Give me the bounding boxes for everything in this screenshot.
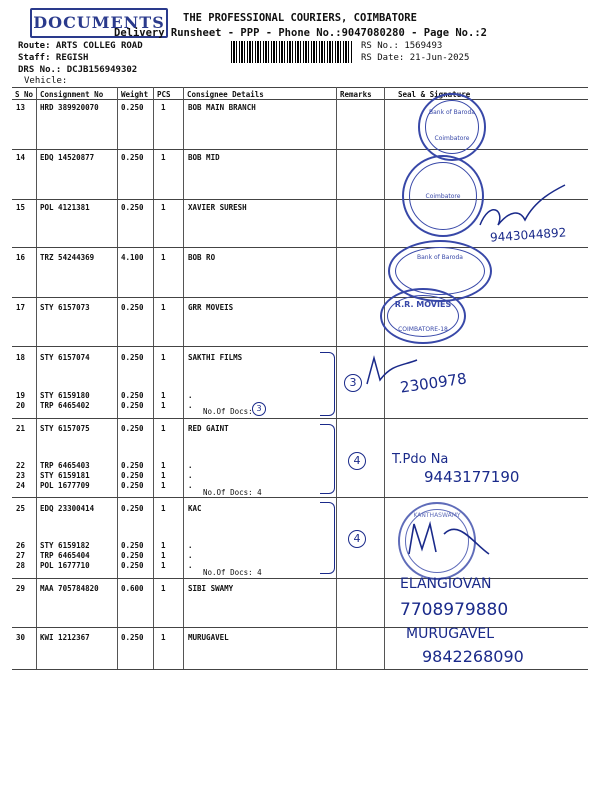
row-sno: 22: [16, 461, 26, 470]
row-sno: 23: [16, 471, 26, 480]
row-consignment: EDQ 14520877: [40, 153, 95, 162]
col-divider: [336, 87, 337, 669]
row-pcs: 1: [161, 584, 166, 593]
row-pcs: 1: [161, 391, 166, 400]
docs-count-circled: 3: [252, 402, 266, 416]
row-details: BOB RO: [188, 253, 216, 262]
row-sno: 21: [16, 424, 26, 433]
row-details: BOB MID: [188, 153, 220, 162]
row-sno: 18: [16, 353, 26, 362]
row-rule: [12, 418, 588, 419]
row-sno: 28: [16, 561, 26, 570]
row-sno: 25: [16, 504, 26, 513]
group-brace: [320, 352, 335, 416]
row-pcs: 1: [161, 303, 166, 312]
handwritten-phone: 9443044892: [489, 225, 567, 245]
row-pcs: 1: [161, 203, 166, 212]
documents-stamp-text: DOCUMENTS: [33, 13, 165, 32]
bank-seal: [418, 93, 486, 161]
row-weight: 0.250: [121, 461, 144, 470]
row-sno: 19: [16, 391, 26, 400]
seal-text: Coimbatore: [434, 135, 470, 142]
row-details: .: [188, 541, 193, 550]
company-seal: [380, 288, 466, 344]
handwritten-phone: 7708979880: [400, 600, 509, 620]
row-details: GRR MOVEIS: [188, 303, 234, 312]
seal-text: R.R. MOVIES: [394, 300, 452, 309]
row-consignment: POL 1677710: [40, 561, 90, 570]
row-weight: 0.250: [121, 103, 144, 112]
row-pcs: 1: [161, 253, 166, 262]
row-weight: 4.100: [121, 253, 144, 262]
table-top-rule: [12, 87, 588, 88]
row-rule: [12, 627, 588, 628]
row-sno: 14: [16, 153, 26, 162]
row-weight: 0.250: [121, 203, 144, 212]
row-weight: 0.250: [121, 424, 144, 433]
row-sno: 24: [16, 481, 26, 490]
row-details: MURUGAVEL: [188, 633, 229, 642]
row-consignment: STY 6157075: [40, 424, 90, 433]
row-details: SAKTHI FILMS: [188, 353, 243, 362]
handwritten-name: ELANGIOVAN: [400, 576, 492, 592]
row-consignment: TRP 6465403: [40, 461, 90, 470]
row-consignment: STY 6159180: [40, 391, 90, 400]
row-weight: 0.250: [121, 391, 144, 400]
row-consignment: KWI 1212367: [40, 633, 90, 642]
handwritten-number: 2300978: [399, 369, 468, 397]
row-rule: [12, 578, 588, 579]
company-title: THE PROFESSIONAL COURIERS, COIMBATORE: [183, 12, 417, 24]
row-rule: [12, 149, 588, 150]
row-sno: 15: [16, 203, 26, 212]
row-consignment: TRP 6465404: [40, 551, 90, 560]
handwritten-phone: 9443177190: [424, 468, 520, 486]
row-details: RED GAINT: [188, 424, 229, 433]
seal-text: COIMBATORE-18: [398, 326, 448, 333]
row-consignment: POL 4121381: [40, 203, 90, 212]
row-sno: 26: [16, 541, 26, 550]
row-details: .: [188, 471, 193, 480]
row-rule: [12, 346, 588, 347]
col-header-sno: S No: [15, 90, 34, 99]
row-weight: 0.250: [121, 541, 144, 550]
row-weight: 0.250: [121, 504, 144, 513]
row-weight: 0.250: [121, 153, 144, 162]
docs-count-label: No.Of Docs:: [203, 407, 253, 416]
row-pcs: 1: [161, 551, 166, 560]
row-consignment: STY 6157073: [40, 303, 90, 312]
row-consignment: HRD 389920070: [40, 103, 99, 112]
group-brace: [320, 502, 335, 574]
row-details: .: [188, 401, 193, 410]
row-weight: 0.250: [121, 303, 144, 312]
handwritten-name: MURUGAVEL: [406, 626, 495, 642]
row-details: .: [188, 551, 193, 560]
barcode: [231, 41, 353, 63]
row-pcs: 1: [161, 633, 166, 642]
seal-text: Bank of Baroda: [417, 254, 463, 261]
seal-text: Bank of Baroda: [429, 109, 475, 116]
row-sno: 13: [16, 103, 26, 112]
group-count-circled: 4: [348, 530, 366, 548]
row-rule: [12, 497, 588, 498]
drs-number: DRS No.: DCJB156949302: [18, 65, 138, 75]
row-pcs: 1: [161, 471, 166, 480]
docs-count-label: No.Of Docs: 4: [203, 568, 262, 577]
row-weight: 0.250: [121, 561, 144, 570]
row-weight: 0.250: [121, 471, 144, 480]
row-sno: 27: [16, 551, 26, 560]
rs-date: RS Date: 21-Jun-2025: [361, 53, 470, 63]
row-details: SIBI SWAMY: [188, 584, 234, 593]
runsheet-subtitle: Delivery Runsheet - PPP - Phone No.:9047080280 - Page No.:2: [114, 27, 487, 39]
col-header-consignment: Consignment No: [40, 90, 104, 99]
seal-text: Coimbatore: [425, 193, 461, 200]
row-details: .: [188, 481, 193, 490]
table-header-rule: [12, 99, 588, 100]
row-sno: 16: [16, 253, 26, 262]
signature-scribble: [404, 514, 494, 564]
staff-label: Staff: REGISH: [18, 53, 89, 63]
row-sno: 30: [16, 633, 26, 642]
row-pcs: 1: [161, 103, 166, 112]
row-consignment: STY 6157074: [40, 353, 90, 362]
col-divider: [183, 87, 184, 669]
seal-text: KANTHASWAMY: [413, 512, 461, 519]
row-rule: [12, 247, 588, 248]
col-divider: [153, 87, 154, 669]
row-consignment: STY 6159181: [40, 471, 90, 480]
row-rule: [12, 297, 588, 298]
rs-number: RS No.: 1569493: [361, 41, 443, 51]
row-details: XAVIER SURESH: [188, 203, 247, 212]
col-header-weight: Weight: [121, 90, 149, 99]
row-pcs: 1: [161, 561, 166, 570]
col-header-remarks: Remarks: [340, 90, 372, 99]
group-count-circled: 4: [348, 452, 366, 470]
col-divider: [117, 87, 118, 669]
row-sno: 17: [16, 303, 26, 312]
vehicle-label: Vehicle:: [24, 76, 68, 86]
row-details: .: [188, 391, 193, 400]
row-pcs: 1: [161, 153, 166, 162]
handwritten-phone: 9842268090: [422, 647, 524, 666]
row-weight: 0.250: [121, 401, 144, 410]
route-label: Route: ARTS COLLEG ROAD: [18, 41, 143, 51]
row-pcs: 1: [161, 401, 166, 410]
col-header-pcs: PCS: [157, 90, 171, 99]
row-sno: 20: [16, 401, 26, 410]
row-weight: 0.250: [121, 481, 144, 490]
docs-count-label: No.Of Docs: 4: [203, 488, 262, 497]
row-weight: 0.250: [121, 353, 144, 362]
row-weight: 0.250: [121, 633, 144, 642]
group-count-circled: 3: [344, 374, 362, 392]
row-pcs: 1: [161, 481, 166, 490]
group-brace: [320, 424, 335, 494]
row-consignment: MAA 705784820: [40, 584, 99, 593]
row-consignment: TRZ 54244369: [40, 253, 95, 262]
row-pcs: 1: [161, 461, 166, 470]
row-consignment: STY 6159182: [40, 541, 90, 550]
row-consignment: TRP 6465402: [40, 401, 90, 410]
row-pcs: 1: [161, 424, 166, 433]
handwritten-name: T.Pdo Na: [392, 452, 449, 467]
row-weight: 0.600: [121, 584, 144, 593]
row-details: .: [188, 561, 193, 570]
row-sno: 29: [16, 584, 26, 593]
row-pcs: 1: [161, 353, 166, 362]
col-divider: [36, 87, 37, 669]
col-header-seal: Seal & Signature: [398, 90, 471, 99]
row-consignment: POL 1677709: [40, 481, 90, 490]
row-details: BOB MAIN BRANCH: [188, 103, 256, 112]
row-details: .: [188, 461, 193, 470]
row-pcs: 1: [161, 504, 166, 513]
row-rule: [12, 669, 588, 670]
row-weight: 0.250: [121, 551, 144, 560]
row-consignment: EDQ 23300414: [40, 504, 95, 513]
row-details: KAC: [188, 504, 202, 513]
row-pcs: 1: [161, 541, 166, 550]
col-header-details: Consignee Details: [187, 90, 264, 99]
